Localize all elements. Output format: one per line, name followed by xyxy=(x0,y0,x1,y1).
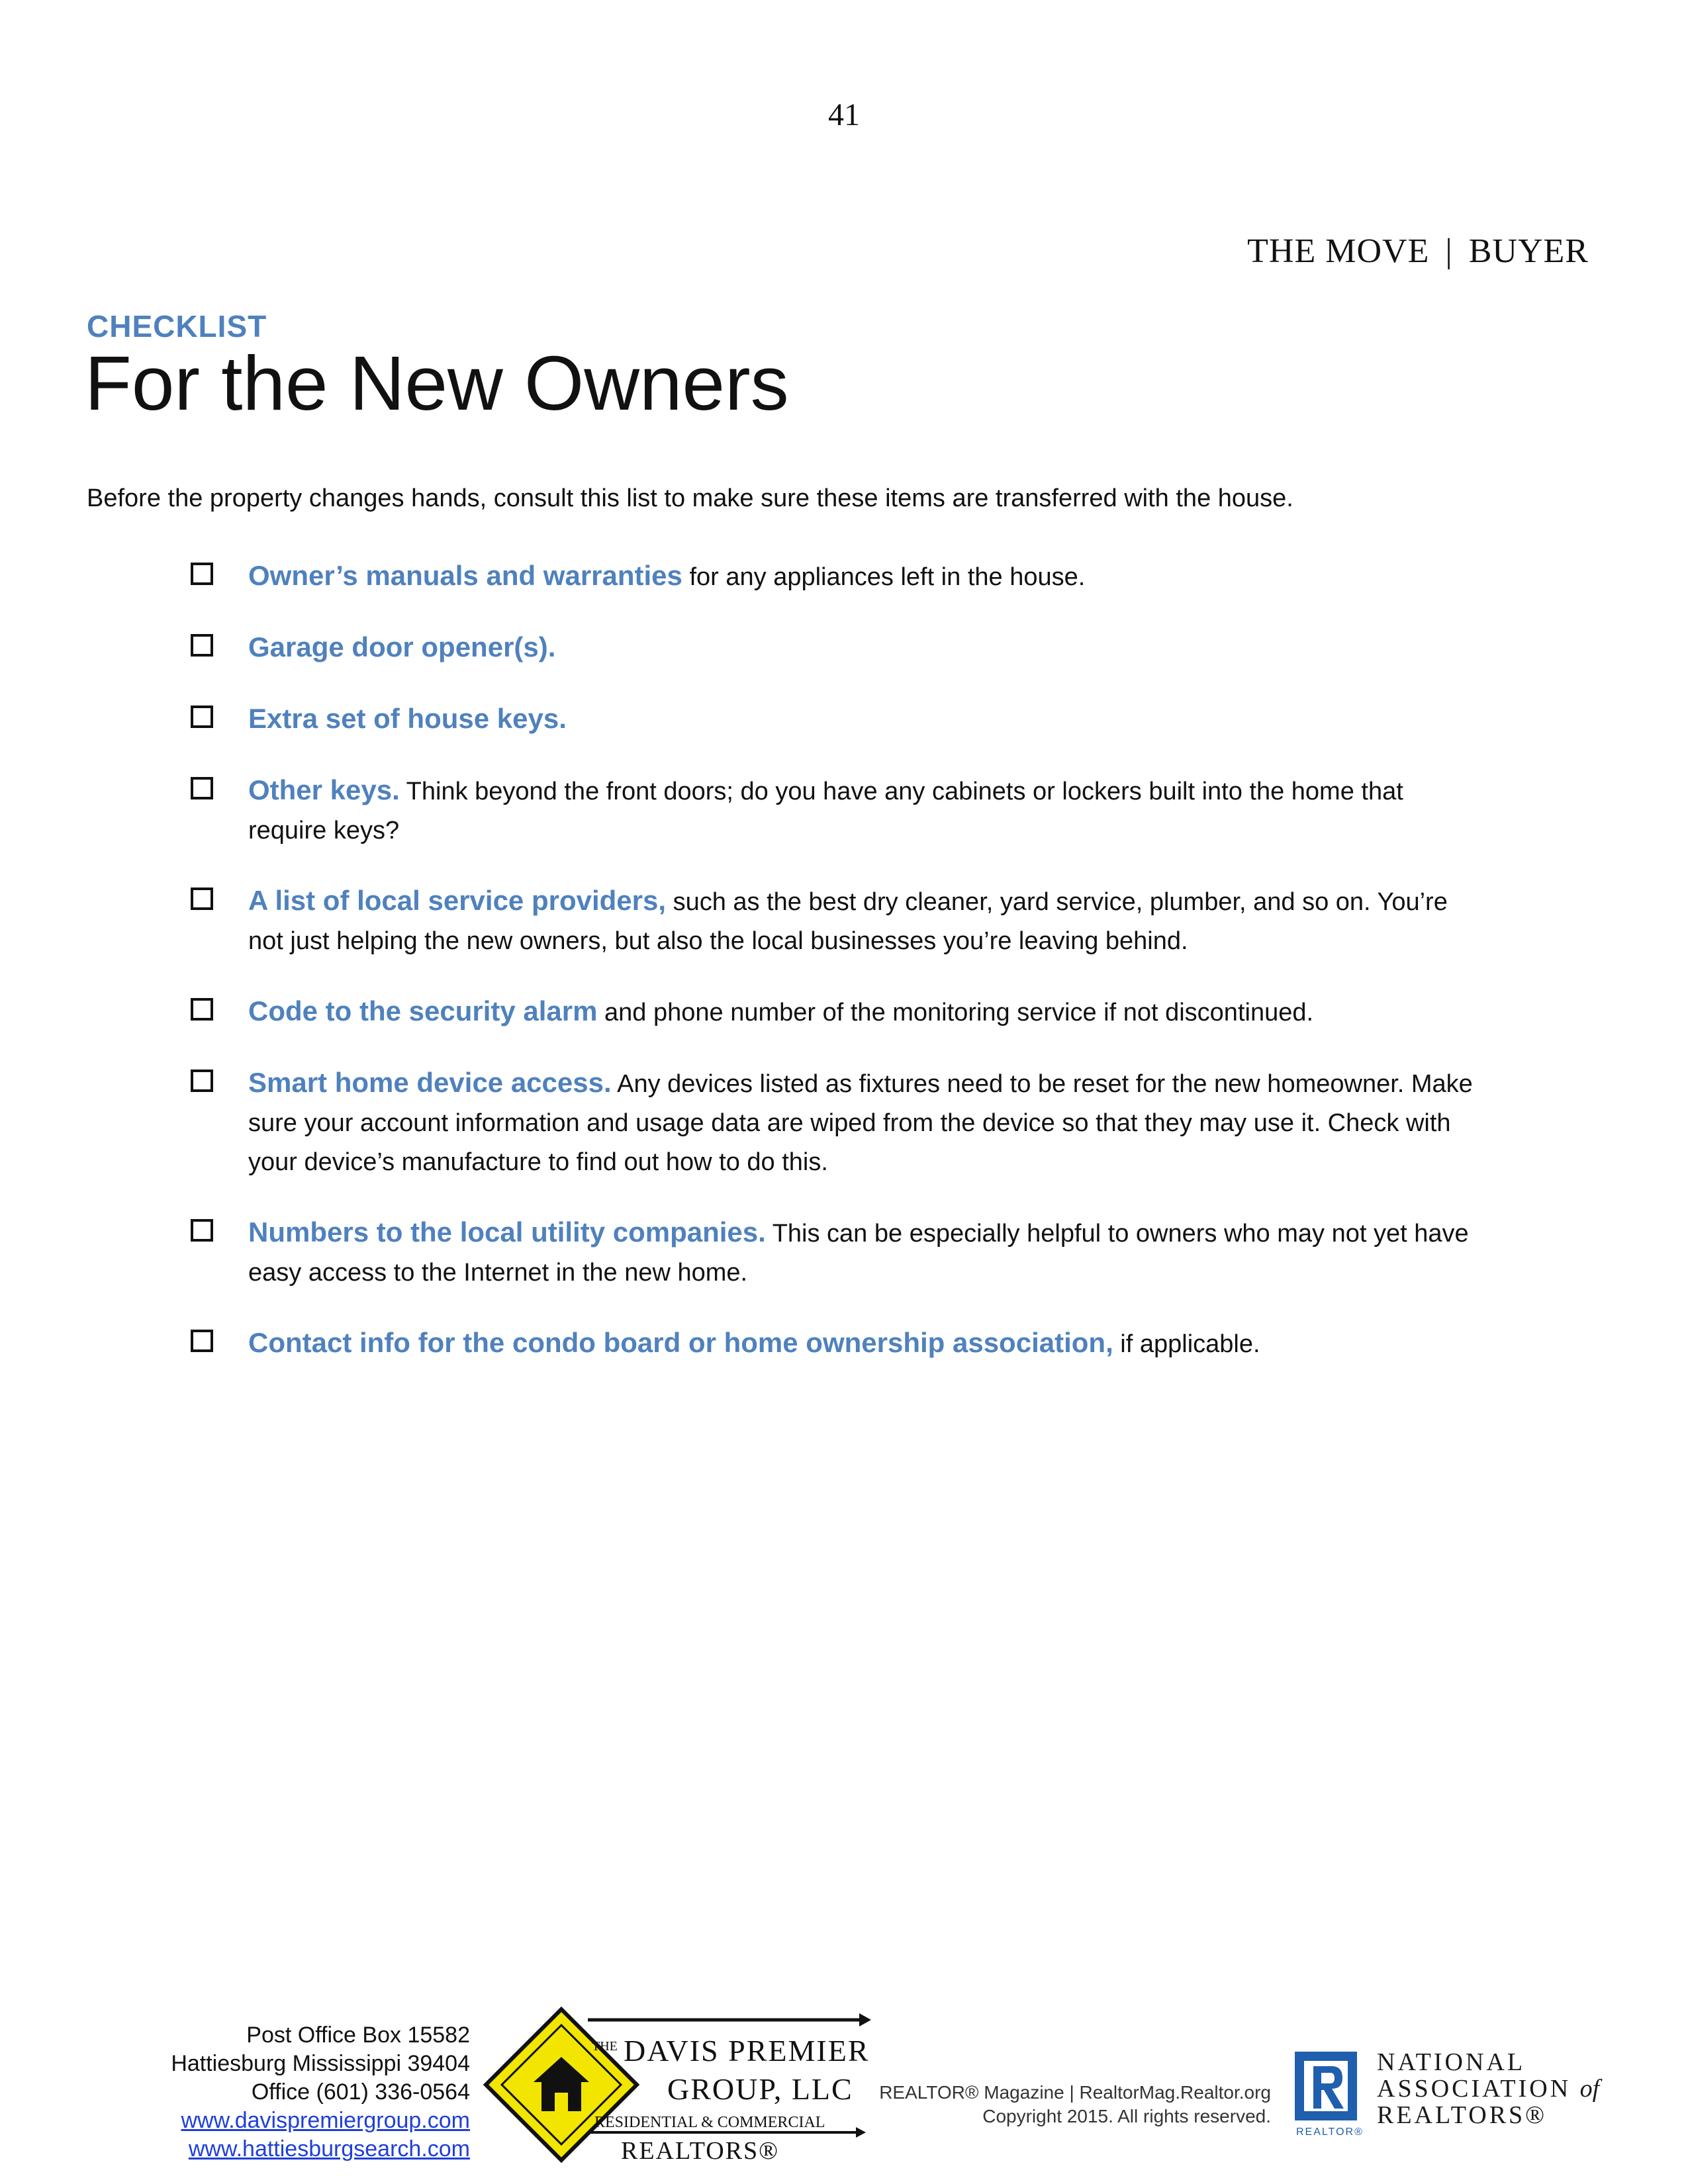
item-text: such as the best dry cleaner, yard service, plumber, and so on. You’re not just helping the new owners, but also the local businesses you’re leaving behind. xyxy=(248,888,1448,955)
realtor-r-icon xyxy=(1291,2048,1364,2140)
checkbox[interactable] xyxy=(191,1219,213,1242)
logo-name-line2: GROUP, LLC xyxy=(667,2072,853,2106)
nar-line: ASSOCIATION xyxy=(1377,2075,1571,2103)
checklist-item xyxy=(191,1212,1488,1293)
page-title: For the New Owners xyxy=(85,340,789,426)
website-link-davis[interactable]: www.davispremiergroup.com xyxy=(181,2108,470,2133)
checkbox[interactable] xyxy=(191,887,213,910)
checklist-item xyxy=(191,699,1488,740)
logo-the: THE xyxy=(592,2039,618,2054)
item-lead: Extra set of house keys. xyxy=(248,703,567,734)
website-link-hattiesburg[interactable]: www.hattiesburgsearch.com xyxy=(188,2136,470,2161)
checkbox[interactable] xyxy=(191,705,213,728)
credit-line: REALTOR® Magazine | RealtorMag.Realtor.org xyxy=(879,2082,1271,2103)
checklist-item xyxy=(191,1063,1488,1182)
item-lead: Code to the security alarm xyxy=(248,995,598,1026)
checkbox[interactable] xyxy=(191,998,213,1021)
nar-line: REALTORS® xyxy=(1377,2101,1548,2129)
checklist-item xyxy=(191,991,1488,1032)
item-text: This can be especially helpful to owners who may not yet have easy access to the Internet in the new home. xyxy=(248,1220,1469,1287)
section-header-audience: BUYER xyxy=(1468,232,1589,270)
davis-premier-logo xyxy=(482,2005,872,2171)
checklist-item xyxy=(191,627,1488,668)
item-text: for any appliances left in the house. xyxy=(682,563,1086,591)
magazine-credit xyxy=(874,2081,1271,2128)
nar-of: of xyxy=(1579,2075,1600,2103)
nar-wordmark xyxy=(1377,2049,1599,2128)
item-lead: Garage door opener(s). xyxy=(248,631,556,662)
checkbox[interactable] xyxy=(191,634,213,657)
nar-logo xyxy=(1291,2048,1609,2140)
checklist-eyebrow: CHECKLIST xyxy=(87,309,267,343)
footer-address xyxy=(99,2021,470,2163)
checkbox[interactable] xyxy=(191,563,213,585)
item-lead: Contact info for the condo board or home ownership association, xyxy=(248,1327,1113,1358)
item-text: and phone number of the monitoring service if not discontinued. xyxy=(597,999,1314,1026)
item-text: if applicable. xyxy=(1113,1330,1260,1358)
logo-realtors: REALTORS® xyxy=(621,2137,780,2165)
item-lead: Other keys. xyxy=(248,774,400,805)
section-header xyxy=(1247,232,1589,271)
logo-tagline: RESIDENTIAL & COMMERCIAL xyxy=(594,2114,825,2131)
checklist xyxy=(191,556,1488,1394)
copyright-line: Copyright 2015. All rights reserved. xyxy=(982,2106,1271,2126)
checkbox[interactable] xyxy=(191,1069,213,1092)
nar-line: NATIONAL xyxy=(1377,2048,1526,2076)
intro-paragraph: Before the property changes hands, consult this list to make sure these items are transferred with the house. xyxy=(87,484,1293,512)
page-number: 41 xyxy=(828,97,860,132)
address-line: Post Office Box 15582 xyxy=(246,2023,470,2048)
item-lead: Smart home device access. xyxy=(248,1067,612,1098)
item-lead: A list of local service providers, xyxy=(248,885,667,916)
item-lead: Numbers to the local utility companies. xyxy=(248,1216,766,1248)
address-line: Hattiesburg Mississippi 39404 xyxy=(171,2051,470,2076)
checklist-item xyxy=(191,1323,1488,1364)
checklist-item xyxy=(191,770,1488,850)
checkbox[interactable] xyxy=(191,1330,213,1352)
item-text: Any devices listed as fixtures need to be reset for the new homeowner. Make sure your account information and usage data are wiped from the device so that they may use it. Check with your device’s manufacture to find out how to do this. xyxy=(248,1070,1473,1176)
checklist-item xyxy=(191,881,1488,961)
logo-name-line1: DAVIS PREMIER xyxy=(624,2034,870,2068)
davis-premier-logo-graphic xyxy=(482,2005,872,2171)
item-text: Think beyond the front doors; do you have any cabinets or lockers built into the home that require keys? xyxy=(248,778,1403,844)
office-phone: Office (601) 336-0564 xyxy=(251,2079,470,2105)
section-header-separator: | xyxy=(1445,232,1453,270)
realtor-mark-caption: REALTOR® xyxy=(1296,2126,1364,2138)
section-header-topic: THE MOVE xyxy=(1247,232,1430,270)
checklist-item xyxy=(191,556,1488,597)
checkbox[interactable] xyxy=(191,777,213,799)
item-lead: Owner’s manuals and warranties xyxy=(248,560,682,591)
